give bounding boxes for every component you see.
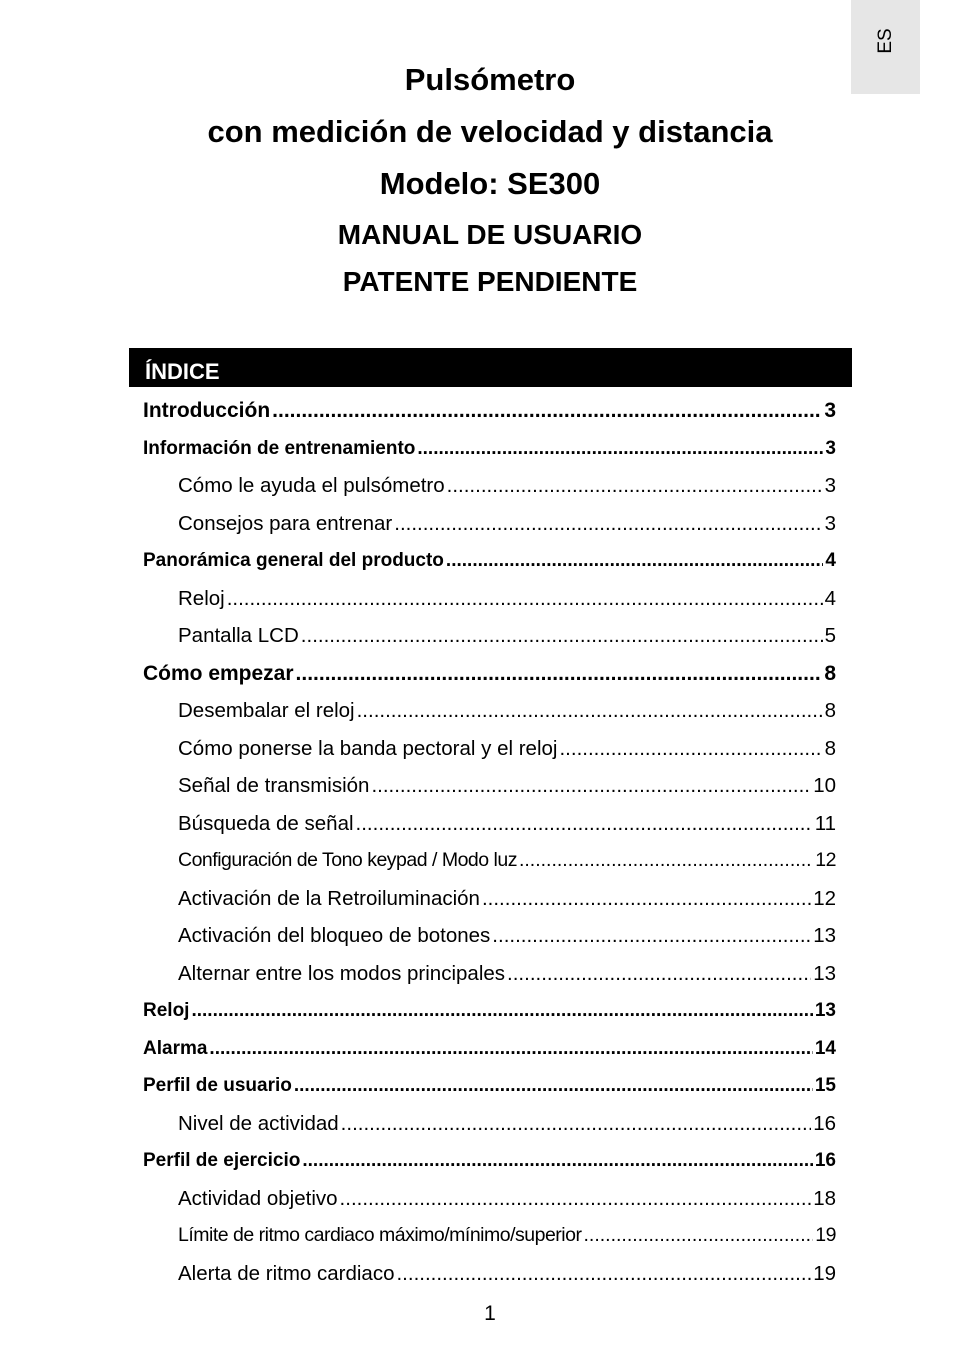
toc-label: Introducción bbox=[143, 399, 271, 422]
title-manual: MANUAL DE USUARIO bbox=[337, 219, 643, 250]
toc-page: 8 bbox=[824, 736, 836, 760]
title-model: Modelo: SE300 bbox=[379, 166, 601, 201]
toc-label: Reloj bbox=[143, 1000, 190, 1021]
toc-leader bbox=[294, 1067, 813, 1105]
toc-entry[interactable] bbox=[143, 505, 836, 543]
toc-leader bbox=[356, 805, 813, 843]
toc-page: 3 bbox=[824, 511, 836, 535]
toc-leader bbox=[296, 655, 823, 693]
language-label: ES bbox=[874, 28, 896, 54]
toc-entry[interactable] bbox=[143, 880, 836, 918]
toc-entry[interactable] bbox=[143, 1030, 836, 1068]
toc-entry[interactable] bbox=[143, 655, 836, 693]
toc-page: 4 bbox=[824, 586, 836, 610]
toc-page: 14 bbox=[814, 1037, 836, 1059]
toc-page: 18 bbox=[813, 1186, 836, 1210]
toc-page: 8 bbox=[824, 661, 836, 685]
toc-page: 11 bbox=[814, 811, 836, 835]
toc-entry[interactable] bbox=[143, 1255, 836, 1293]
toc-leader bbox=[417, 430, 823, 468]
toc-leader bbox=[394, 505, 822, 543]
toc-label: Activación de la Retroiluminación bbox=[178, 886, 480, 910]
toc-label: Perfil de usuario bbox=[143, 1075, 292, 1096]
toc-entry[interactable] bbox=[143, 467, 836, 505]
toc-page: 13 bbox=[814, 1000, 836, 1021]
document-title bbox=[100, 54, 880, 305]
table-of-contents bbox=[143, 392, 836, 1292]
toc-label: Reloj bbox=[178, 586, 225, 610]
toc-page: 15 bbox=[814, 1075, 836, 1096]
toc-leader bbox=[447, 467, 823, 505]
toc-entry[interactable] bbox=[143, 1217, 836, 1255]
index-heading: ÍNDICE bbox=[145, 359, 220, 384]
toc-leader bbox=[191, 992, 812, 1030]
toc-page: 19 bbox=[815, 1224, 836, 1246]
toc-label: Nivel de actividad bbox=[178, 1111, 339, 1135]
toc-page: 8 bbox=[824, 699, 836, 722]
toc-entry[interactable] bbox=[143, 692, 836, 730]
toc-label: Desembalar el reloj bbox=[178, 699, 355, 722]
toc-leader bbox=[507, 955, 811, 993]
toc-label: Configuración de Tono keypad / Modo luz bbox=[178, 849, 517, 871]
toc-label: Perfil de ejercicio bbox=[143, 1150, 301, 1171]
toc-leader bbox=[482, 880, 811, 918]
toc-page: 16 bbox=[813, 1111, 836, 1135]
toc-label: Señal de transmisión bbox=[178, 774, 370, 797]
toc-page: 19 bbox=[813, 1261, 836, 1285]
toc-label: Cómo empezar bbox=[143, 661, 294, 685]
toc-leader bbox=[446, 542, 824, 580]
toc-page: 4 bbox=[825, 550, 836, 571]
toc-entry[interactable] bbox=[143, 917, 836, 955]
toc-entry[interactable] bbox=[143, 617, 836, 655]
toc-label: Cómo ponerse la banda pectoral y el reloj bbox=[178, 736, 558, 760]
toc-leader bbox=[227, 580, 823, 618]
toc-leader bbox=[301, 617, 823, 655]
title-product: Pulsómetro bbox=[404, 62, 576, 97]
toc-label: Panorámica general del producto bbox=[143, 550, 444, 571]
toc-leader bbox=[209, 1030, 812, 1068]
toc-page: 13 bbox=[813, 924, 836, 947]
toc-entry[interactable] bbox=[143, 1105, 836, 1143]
toc-leader bbox=[302, 1142, 813, 1180]
toc-entry[interactable] bbox=[143, 1180, 836, 1218]
toc-label: Alternar entre los modos principales bbox=[178, 961, 506, 985]
toc-label: Alerta de ritmo cardiaco bbox=[178, 1261, 395, 1285]
toc-entry[interactable] bbox=[143, 580, 836, 618]
toc-page: 12 bbox=[815, 849, 836, 871]
index-heading-bar bbox=[129, 348, 852, 387]
toc-label: Información de entrenamiento bbox=[143, 437, 416, 459]
toc-page: 16 bbox=[814, 1150, 836, 1171]
toc-page: 13 bbox=[813, 961, 836, 985]
title-patent: PATENTE PENDIENTE bbox=[342, 266, 638, 297]
toc-label: Límite de ritmo cardiaco máximo/mínimo/superior bbox=[178, 1224, 582, 1246]
toc-entry[interactable] bbox=[143, 392, 836, 430]
toc-label: Pantalla LCD bbox=[178, 624, 299, 647]
toc-page: 10 bbox=[813, 774, 836, 797]
toc-entry[interactable] bbox=[143, 730, 836, 768]
toc-entry[interactable] bbox=[143, 1067, 836, 1105]
toc-entry[interactable] bbox=[143, 992, 836, 1030]
toc-label: Búsqueda de señal bbox=[178, 811, 354, 835]
toc-leader bbox=[341, 1105, 812, 1143]
toc-label: Alarma bbox=[143, 1037, 208, 1059]
toc-leader bbox=[357, 692, 823, 730]
toc-leader bbox=[371, 767, 811, 805]
toc-leader bbox=[559, 730, 822, 768]
toc-leader bbox=[519, 842, 813, 880]
toc-leader bbox=[583, 1217, 813, 1255]
toc-label: Activación del bloqueo de botones bbox=[178, 924, 491, 947]
toc-entry[interactable] bbox=[143, 542, 836, 580]
toc-entry[interactable] bbox=[143, 767, 836, 805]
toc-page: 5 bbox=[824, 624, 836, 647]
toc-entry[interactable] bbox=[143, 955, 836, 993]
toc-leader bbox=[272, 392, 822, 430]
toc-entry[interactable] bbox=[143, 842, 836, 880]
toc-entry[interactable] bbox=[143, 430, 836, 468]
toc-page: 3 bbox=[824, 474, 836, 497]
toc-leader bbox=[396, 1255, 811, 1293]
toc-entry[interactable] bbox=[143, 805, 836, 843]
toc-label: Actividad objetivo bbox=[178, 1186, 338, 1210]
toc-leader bbox=[492, 917, 811, 955]
toc-label: Consejos para entrenar bbox=[178, 511, 393, 535]
title-description: con medición de velocidad y distancia bbox=[207, 114, 773, 149]
toc-entry[interactable] bbox=[143, 1142, 836, 1180]
toc-page: 12 bbox=[813, 886, 836, 910]
toc-leader bbox=[340, 1180, 812, 1218]
toc-page: 3 bbox=[825, 437, 836, 459]
toc-page: 3 bbox=[824, 399, 836, 422]
toc-label: Cómo le ayuda el pulsómetro bbox=[178, 474, 445, 497]
page-number: 1 bbox=[484, 1302, 496, 1325]
